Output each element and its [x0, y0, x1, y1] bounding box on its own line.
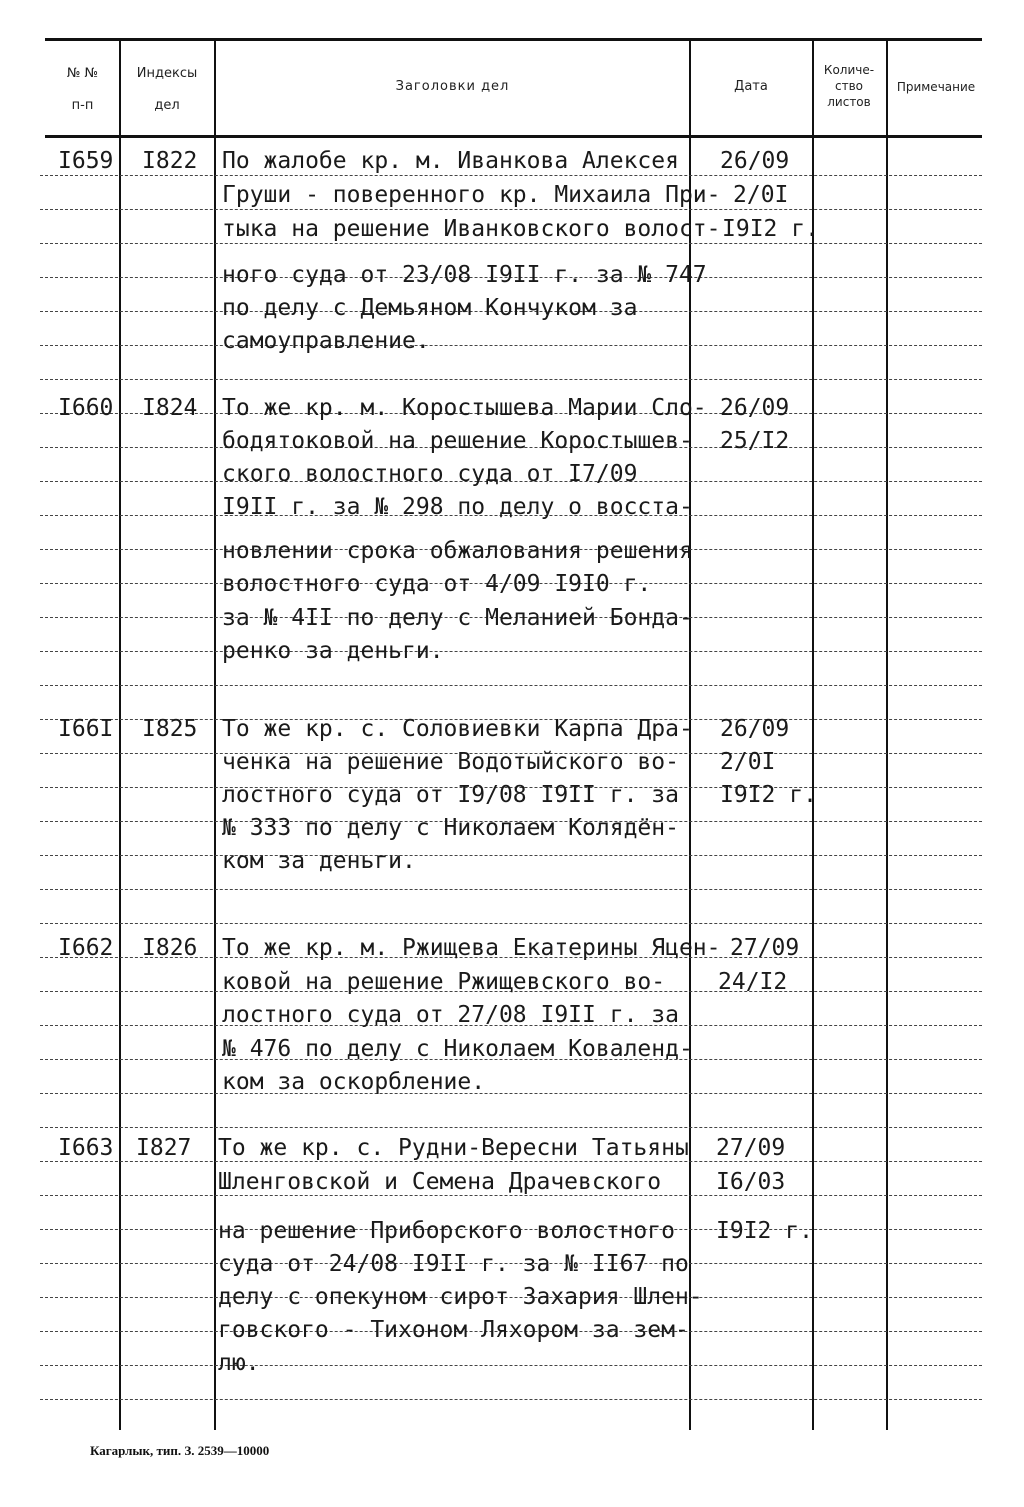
entry-title-line: ного суда от 23/08 I9II г. за № 747 [222, 262, 707, 288]
entry-date: 25/I2 [720, 428, 790, 454]
entry-date: 27/09 [716, 1135, 786, 1161]
entry-title-line: ского волостного суда от I7/09 [222, 461, 638, 487]
entry-num: I663 [58, 1135, 114, 1161]
ruled-line [40, 855, 982, 856]
header-index-line1: Индексы [136, 66, 198, 81]
ruled-line [40, 923, 982, 924]
entry-title-line: по делу с Демьяном Кончуком за [222, 295, 638, 321]
ruled-line [40, 651, 982, 652]
entry-title-line: Груши - поверенного кр. Михаила При- [222, 182, 721, 208]
entry-title-line: ком за оскорбление. [222, 1069, 486, 1095]
entry-date: I9I2 г. [720, 782, 817, 808]
entry-title-line: лю. [218, 1350, 260, 1376]
entry-date: I6/03 [716, 1169, 786, 1195]
entry-index: I827 [136, 1135, 192, 1161]
entry-title-line: бодятоковой на решение Коростышев- [222, 428, 693, 454]
col-divider-index [214, 40, 216, 1430]
entry-title-line: То же кр. с. Соловиевки Карпа Дра- [222, 716, 693, 742]
entry-title-line: То же кр. м. Коростышева Марии Сло- [222, 395, 707, 421]
ruled-line [40, 345, 982, 346]
ruled-line [40, 1195, 982, 1196]
header-sheets-line3: листов [827, 95, 871, 109]
entry-date: 2/0I [733, 182, 789, 208]
ruled-line [40, 379, 982, 380]
ruled-line [40, 1399, 982, 1400]
entry-index: I822 [142, 148, 198, 174]
entry-title-line: То же кр. м. Ржищева Екатерины Яцен- [222, 935, 721, 961]
ruled-line [40, 1365, 982, 1366]
entry-title-line: делу с опекуном сирот Захария Шлен- [218, 1284, 703, 1310]
col-divider-sheets [886, 40, 888, 1430]
header-num-line1: № № [66, 66, 99, 81]
entry-num: I66I [58, 716, 114, 742]
entry-title-line: на решение Приборского волостного [218, 1218, 675, 1244]
header-num-line2: п-п [71, 98, 94, 113]
entry-title-line: волостного суда от 4/09 I9I0 г. [222, 571, 652, 597]
col-divider-num [119, 40, 121, 1430]
entry-date: 27/09 [730, 935, 800, 961]
ruled-line [40, 175, 982, 176]
entry-title-line: говского - Тихоном Ляхором за зем- [218, 1317, 689, 1343]
entry-title-line: I9II г. за № 298 по делу о восста- [222, 494, 693, 520]
entry-date: I9I2 г. [716, 1218, 813, 1244]
entry-title-line: По жалобе кр. м. Иванкова Алексея [222, 148, 679, 174]
entry-title-line: ченка на решение Водотыйского во- [222, 749, 679, 775]
header-titles: Заголовки дел [395, 79, 510, 94]
entry-title-line: лостного суда от 27/08 I9II г. за [222, 1002, 679, 1028]
entry-date: 24/I2 [718, 969, 788, 995]
entry-title-line: новлении срока обжалования решения [222, 538, 693, 564]
header-num [50, 65, 115, 115]
entry-title-line: ренко за деньги. [222, 638, 444, 664]
entry-num: I662 [58, 935, 114, 961]
header-bottom-rule [45, 135, 982, 138]
entry-title-line: тыка на решение Иванковского волост- [222, 216, 721, 242]
entry-date: 26/09 [720, 148, 790, 174]
entry-title-line: суда от 24/08 I9II г. за № II67 по [218, 1251, 689, 1277]
entry-num: I660 [58, 395, 114, 421]
entry-num: I659 [58, 148, 114, 174]
entry-title-line: № 476 по делу с Николаем Коваленд- [222, 1036, 693, 1062]
header-note: Примечание [896, 80, 976, 94]
header-index-line2: дел [154, 98, 180, 113]
header-sheets [814, 62, 884, 110]
ruled-line [40, 1093, 982, 1094]
entry-date: 26/09 [720, 716, 790, 742]
header-index [122, 65, 212, 115]
entry-title-line: самоуправление. [222, 328, 430, 354]
entry-index: I826 [142, 935, 198, 961]
ruled-line [40, 1161, 982, 1162]
printer-imprint: Кагарлык, тип. З. 2539—10000 [90, 1443, 270, 1458]
header-sheets-line1: Количе- [823, 63, 875, 77]
entry-index: I825 [142, 716, 198, 742]
ruled-line [40, 209, 982, 210]
entry-title-line: за № 4II по делу с Меланией Бонда- [222, 605, 693, 631]
entry-title-line: № 333 по делу с Николаем Колядён- [222, 815, 679, 841]
entry-title-line: ковой на решение Ржищевского во- [222, 969, 666, 995]
entry-date: I9I2 г. [722, 216, 819, 242]
entry-title-line: Шленговской и Семена Драчевского [218, 1169, 662, 1195]
entry-date: 2/0I [720, 749, 776, 775]
entry-title-line: лостного суда от I9/08 I9II г. за [222, 782, 679, 808]
entry-title-line: То же кр. с. Рудни-Вересни Татьяны [218, 1135, 689, 1161]
entry-date: 26/09 [720, 395, 790, 421]
top-rule [45, 38, 982, 41]
ruled-line [40, 243, 982, 244]
entry-title-line: ком за деньги. [222, 848, 416, 874]
header-date: Дата [734, 79, 768, 94]
ruled-line [40, 685, 982, 686]
ruled-line [40, 889, 982, 890]
ruled-line [40, 1127, 982, 1128]
header-sheets-line2: ство [834, 79, 863, 93]
entry-index: I824 [142, 395, 198, 421]
